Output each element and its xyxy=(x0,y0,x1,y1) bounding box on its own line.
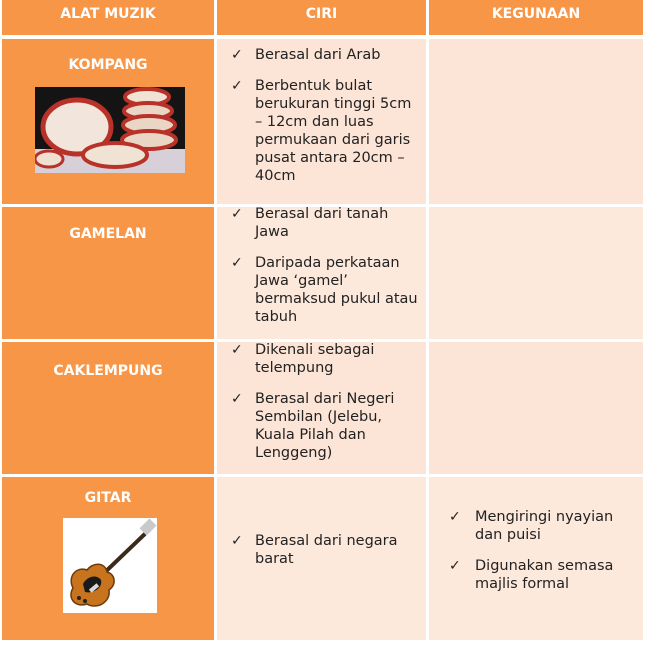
row-gamelan-ciri-cell xyxy=(217,207,426,339)
kegunaan-text: Mengiringi nyayian dan puisi xyxy=(475,509,614,543)
row-gitar-name-cell xyxy=(2,477,214,640)
row-gamelan-name: GAMELAN xyxy=(69,226,147,242)
ciri-text: Dikenali sebagai telempung xyxy=(255,342,375,376)
check-mark-icon: ✓ xyxy=(231,533,243,549)
check-mark-icon: ✓ xyxy=(449,558,461,574)
header-kegunaan xyxy=(429,0,643,35)
header-ciri xyxy=(217,0,426,35)
ciri-text: Berasal dari negara barat xyxy=(255,533,398,567)
row-gamelan-kegunaan-cell xyxy=(429,207,643,339)
list-item xyxy=(429,557,643,593)
check-mark-icon: ✓ xyxy=(231,47,243,63)
list-item xyxy=(217,205,426,241)
header-alat-muzik-label: ALAT MUZIK xyxy=(60,6,156,22)
header-alat-muzik xyxy=(2,0,214,35)
row-gitar-name: GITAR xyxy=(84,490,132,506)
list-item xyxy=(217,341,426,377)
kompang-drums-image xyxy=(35,87,185,173)
check-mark-icon: ✓ xyxy=(449,509,461,525)
check-mark-icon: ✓ xyxy=(231,391,243,407)
check-mark-icon: ✓ xyxy=(231,255,243,271)
instrument-table xyxy=(2,0,643,640)
ciri-text: Berbentuk bulat berukuran tinggi 5cm – 12cm dan luas permukaan dari garis pusat antara 20cm – 40cm xyxy=(255,78,412,184)
kompang-drums-illustration xyxy=(35,87,185,173)
row-caklempung-name-cell xyxy=(2,342,214,474)
check-mark-icon: ✓ xyxy=(231,78,243,94)
row-kompang-ciri-cell xyxy=(217,39,426,204)
list-item xyxy=(217,532,426,568)
header-ciri-label: CIRI xyxy=(305,6,338,22)
list-item xyxy=(217,77,426,185)
header-kegunaan-label: KEGUNAAN xyxy=(491,6,581,22)
list-item xyxy=(217,46,426,64)
kegunaan-text: Digunakan semasa majlis formal xyxy=(475,558,614,592)
list-item xyxy=(429,508,643,544)
row-kompang-name: KOMPANG xyxy=(68,57,148,73)
row-kompang-kegunaan-cell xyxy=(429,39,643,204)
ciri-text: Berasal dari Negeri Sembilan (Jelebu, Kuala Pilah dan Lenggeng) xyxy=(255,391,395,461)
row-gitar-kegunaan-cell xyxy=(429,477,643,640)
ciri-text: Daripada perkataan Jawa ‘gamel’ bermaksud pukul atau tabuh xyxy=(255,255,418,325)
ciri-text: Berasal dari Arab xyxy=(255,47,381,63)
check-mark-icon: ✓ xyxy=(231,342,243,358)
row-caklempung-kegunaan-cell xyxy=(429,342,643,474)
list-item xyxy=(217,254,426,326)
row-gitar-ciri-cell xyxy=(217,477,426,640)
row-kompang-name-cell xyxy=(2,39,214,204)
check-mark-icon: ✓ xyxy=(231,206,243,222)
bass-guitar-illustration xyxy=(63,518,157,613)
ciri-text: Berasal dari tanah Jawa xyxy=(255,206,389,240)
list-item xyxy=(217,390,426,462)
row-gamelan-name-cell xyxy=(2,207,214,339)
row-caklempung-ciri-cell xyxy=(217,342,426,474)
guitar-image xyxy=(63,518,157,613)
row-caklempung-name: CAKLEMPUNG xyxy=(53,363,163,379)
